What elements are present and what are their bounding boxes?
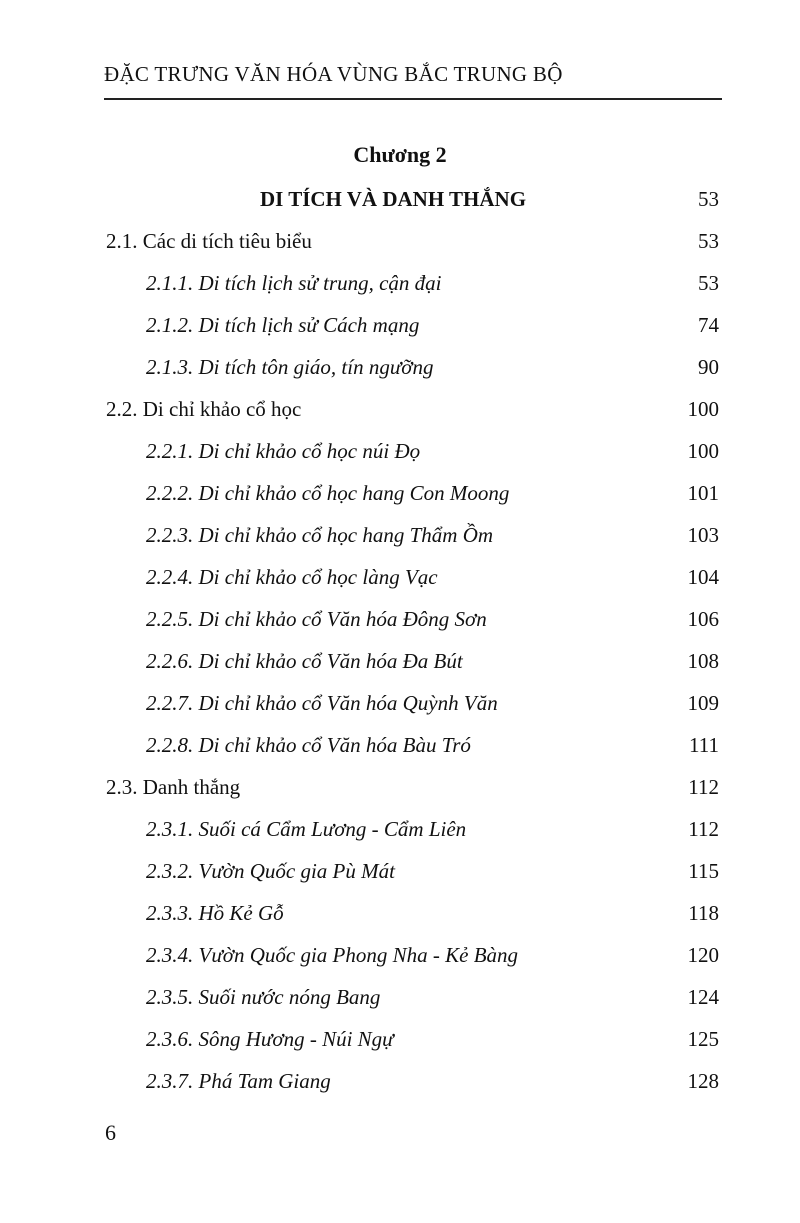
toc-subsection-row <box>0 976 800 1018</box>
toc-subsection-row <box>0 640 800 682</box>
toc-entry-page: 118 <box>688 901 719 925</box>
toc-entry-title: 2.2.8. Di chỉ khảo cổ Văn hóa Bàu Tró <box>146 733 471 757</box>
toc-entry-page: 53 <box>698 271 719 295</box>
toc-entry-title: 2.1.1. Di tích lịch sử trung, cận đại <box>146 271 442 295</box>
toc-entry-page: 128 <box>687 1069 719 1093</box>
toc-subsection-row <box>0 808 800 850</box>
toc-subsection-row <box>0 850 800 892</box>
toc-entry-title: 2.3.3. Hồ Kẻ Gỗ <box>146 901 284 925</box>
toc-entry-title: 2.2.4. Di chỉ khảo cổ học làng Vạc <box>146 565 438 589</box>
toc-entry-page: 103 <box>687 523 719 547</box>
page-number: 6 <box>105 1120 116 1145</box>
toc-section-row <box>0 388 800 430</box>
toc-entry-title: 2.2.6. Di chỉ khảo cổ Văn hóa Đa Bút <box>146 649 463 673</box>
toc-subsection-row <box>0 472 800 514</box>
toc-subsection-row <box>0 682 800 724</box>
toc-entry-page: 104 <box>687 565 719 589</box>
toc-subsection-row <box>0 556 800 598</box>
toc-entry-page: 53 <box>698 229 719 253</box>
toc-chapter-row <box>0 178 800 220</box>
toc-entry-page: 100 <box>687 397 719 421</box>
toc-entry-page: 108 <box>687 649 719 673</box>
toc-entry-page: 74 <box>698 313 719 337</box>
toc-subsection-row <box>0 598 800 640</box>
toc-entry-page: 112 <box>688 775 719 799</box>
toc-entry-title: 2.2.3. Di chỉ khảo cổ học hang Thẩm Ồm <box>146 523 494 547</box>
toc-entry-page: 90 <box>698 355 719 379</box>
toc-entry-title: 2.1.3. Di tích tôn giáo, tín ngưỡng <box>146 355 434 379</box>
toc-entry-page: 111 <box>689 733 719 757</box>
toc-entry-page: 109 <box>687 691 719 715</box>
toc-entry-title: 2.3.1. Suối cá Cẩm Lương - Cẩm Liên <box>146 817 467 841</box>
toc-entry-title: 2.1.2. Di tích lịch sử Cách mạng <box>146 313 420 337</box>
toc-entry-title: 2.3.7. Phá Tam Giang <box>146 1069 331 1093</box>
toc-entry-title: 2.1. Các di tích tiêu biểu <box>106 229 312 253</box>
toc-subsection-row <box>0 934 800 976</box>
toc-subsection-row <box>0 430 800 472</box>
toc-subsection-row <box>0 892 800 934</box>
toc-subsection-row <box>0 1018 800 1060</box>
toc-subsection-row <box>0 304 800 346</box>
toc-entry-title: 2.2.5. Di chỉ khảo cổ Văn hóa Đông Sơn <box>146 607 487 631</box>
toc-entry-title: 2.2.7. Di chỉ khảo cổ Văn hóa Quỳnh Văn <box>146 691 498 715</box>
toc-entry-title: 2.2. Di chỉ khảo cổ học <box>106 397 302 421</box>
running-header: ĐẶC TRƯNG VĂN HÓA VÙNG BẮC TRUNG BỘ <box>104 62 563 86</box>
toc-entry-page: 120 <box>687 943 719 967</box>
header-rule <box>104 98 722 100</box>
toc-entry-page: 115 <box>688 859 719 883</box>
toc-entry-title: 2.2.2. Di chỉ khảo cổ học hang Con Moong <box>146 481 510 505</box>
toc-subsection-row <box>0 262 800 304</box>
toc-entry-page: 124 <box>687 985 719 1009</box>
toc-entry-title: 2.3.4. Vườn Quốc gia Phong Nha - Kẻ Bàng <box>146 943 519 967</box>
toc-entry-title: DI TÍCH VÀ DANH THẮNG <box>260 187 527 211</box>
toc-section-row <box>0 220 800 262</box>
toc-entry-page: 125 <box>687 1027 719 1051</box>
toc-subsection-row <box>0 346 800 388</box>
toc-entry-title: 2.3. Danh thắng <box>106 775 241 799</box>
toc-entry-page: 101 <box>687 481 719 505</box>
toc-entry-page: 106 <box>687 607 719 631</box>
toc-entry-title: 2.2.1. Di chỉ khảo cổ học núi Đọ <box>146 439 421 463</box>
toc-entry-page: 100 <box>687 439 719 463</box>
toc-entry-title: 2.3.6. Sông Hương - Núi Ngự <box>146 1027 394 1051</box>
toc-entry-page: 53 <box>698 187 719 211</box>
toc-subsection-row <box>0 1060 800 1102</box>
toc-subsection-row <box>0 514 800 556</box>
toc-subsection-row <box>0 724 800 766</box>
toc-entry-title: 2.3.5. Suối nước nóng Bang <box>146 985 381 1009</box>
toc-section-row <box>0 766 800 808</box>
toc-entry-title: 2.3.2. Vườn Quốc gia Pù Mát <box>146 859 395 883</box>
chapter-label: Chương 2 <box>353 142 447 167</box>
toc-entry-page: 112 <box>688 817 719 841</box>
